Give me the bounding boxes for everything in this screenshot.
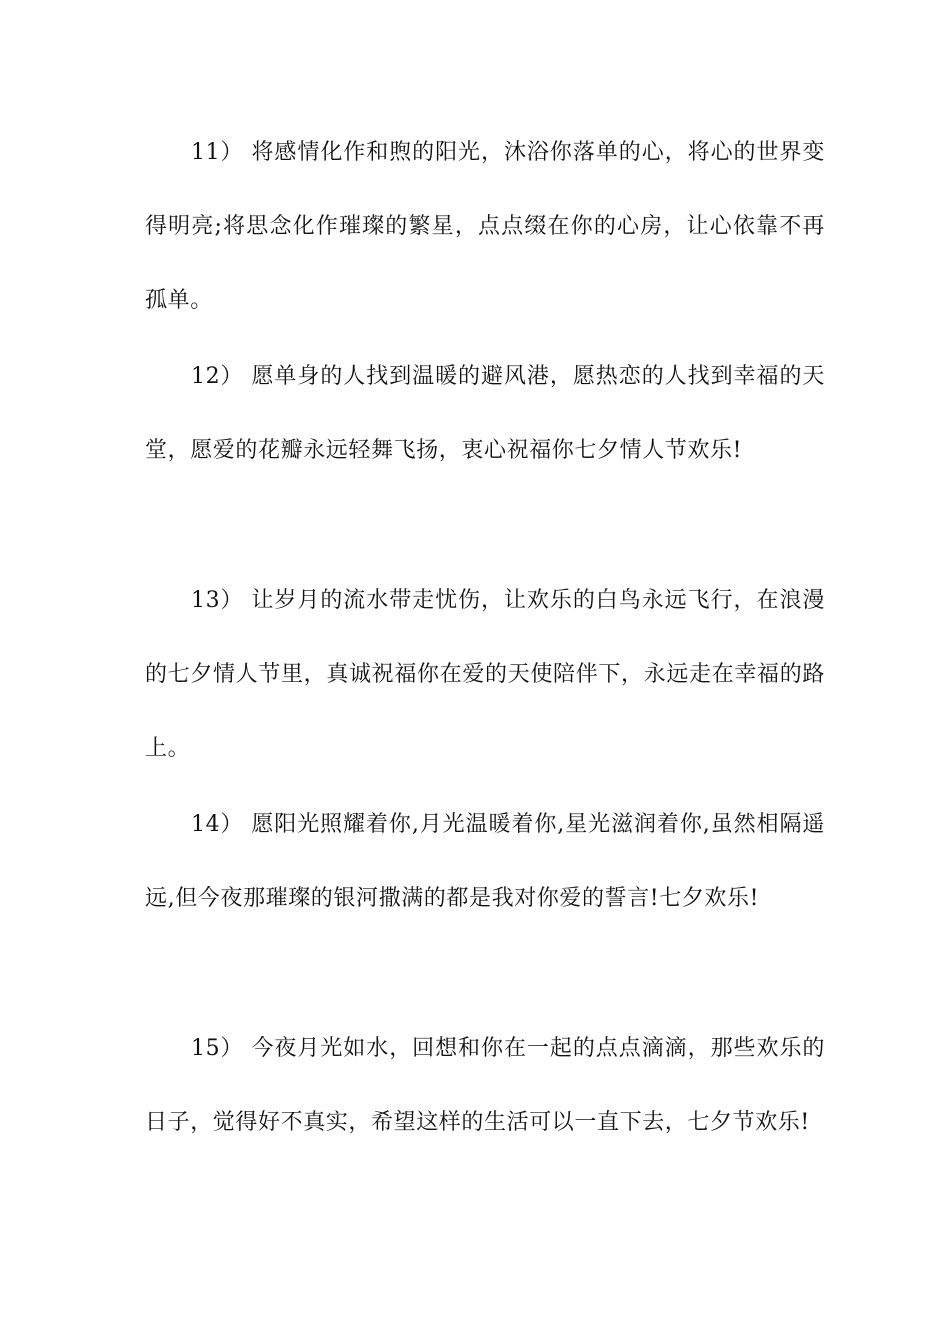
paragraph-11: 11） 将感情化作和煦的阳光，沐浴你落单的心，将心的世界变得明亮;将思念化作璀璨的繁星，点点缀在你的心房，让心依靠不再孤单。 <box>145 140 825 313</box>
paragraph-13: 13） 让岁月的流水带走忧伤，让欢乐的白鸟永远飞行，在浪漫的七夕情人节里，真诚祝福你在爱的天使陪伴下，永远走在幸福的路上。 <box>145 588 825 761</box>
paragraph-15: 15） 今夜月光如水，回想和你在一起的点点滴滴，那些欢乐的日子，觉得好不真实，希望这样的生活可以一直下去，七夕节欢乐! <box>145 1036 825 1135</box>
paragraph-12: 12） 愿单身的人找到温暖的避风港，愿热恋的人找到幸福的天堂，愿爱的花瓣永远轻舞飞扬，衷心祝福你七夕情人节欢乐! <box>145 364 825 463</box>
paragraph-14: 14） 愿阳光照耀着你,月光温暖着你,星光滋润着你,虽然相隔遥远,但今夜那璀璨的银河撒满的都是我对你爱的誓言!七夕欢乐! <box>145 812 825 911</box>
